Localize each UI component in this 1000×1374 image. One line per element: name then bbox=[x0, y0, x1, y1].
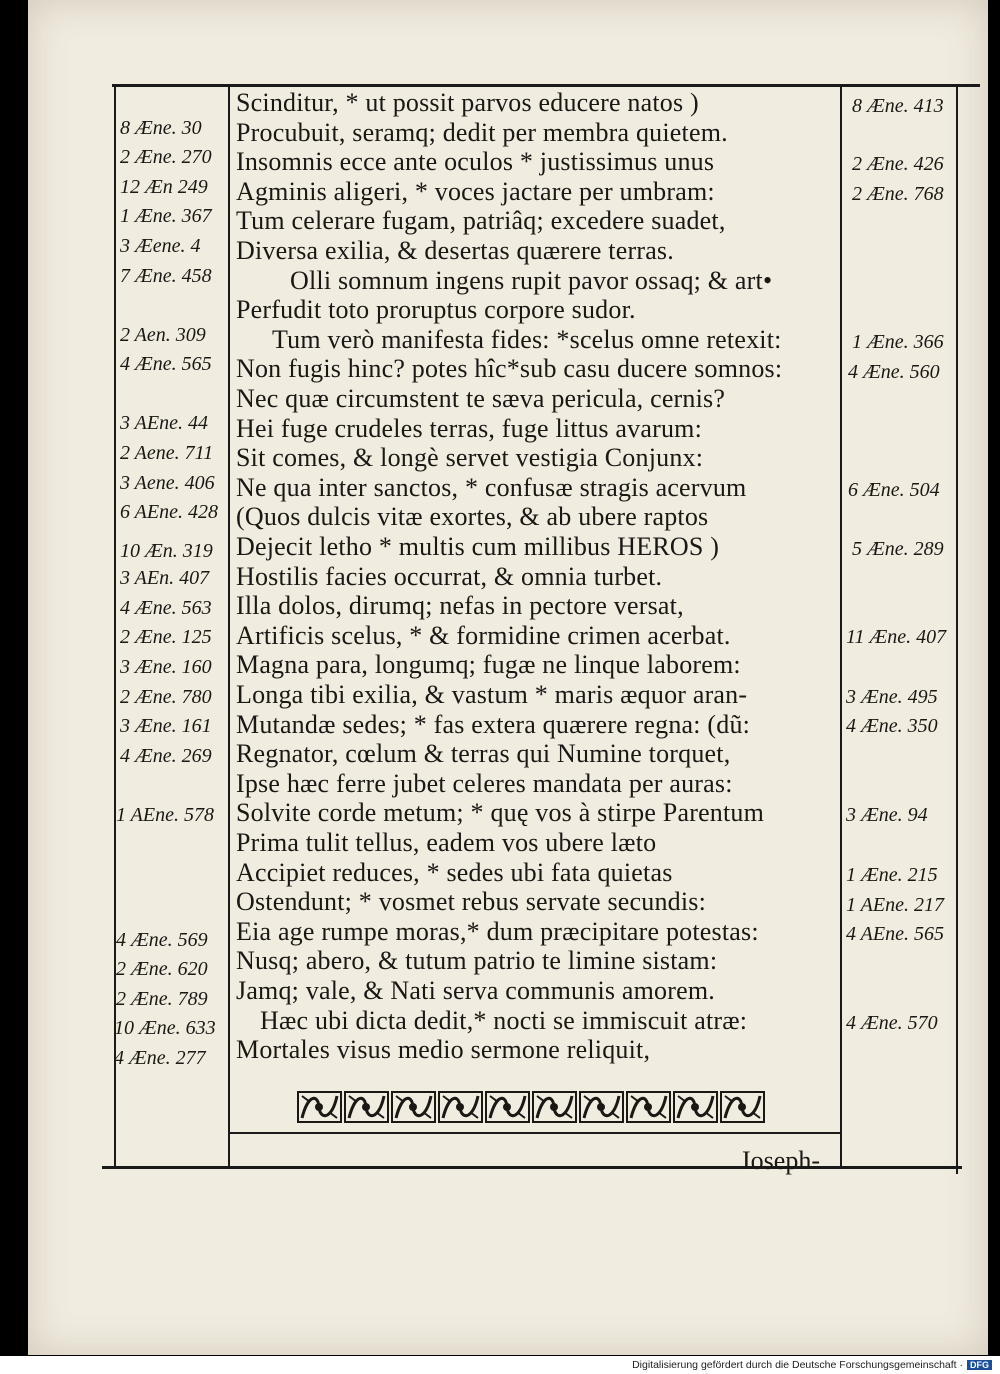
left-column-rule bbox=[228, 84, 230, 1166]
verse-line-24: Ipse hæc ferre jubet celeres mandata per auras: bbox=[236, 768, 733, 798]
right-ref-6: 6 Æne. 504 bbox=[848, 479, 940, 501]
verse-line-26: Prima tulit tellus, eadem vos ubere læto bbox=[236, 828, 657, 857]
verse-line-28: Ostendunt; * vosmet rebus servate secundis: bbox=[236, 887, 707, 917]
verse-line-5: Tum celerare fugam, patriâq; excedere suadet, bbox=[236, 206, 726, 236]
left-ref-16: 2 Æne. 125 bbox=[120, 626, 212, 648]
left-ref-15: 4 Æne. 563 bbox=[120, 597, 212, 619]
verse-line-15: (Quos dulcis vitæ exortes, & ab ubere raptos bbox=[236, 502, 709, 532]
left-ref-8: 4 Æne. 565 bbox=[120, 353, 212, 375]
verse-line-20: Magna para, longumq; fugæ ne linque laborem: bbox=[236, 650, 741, 680]
verse-line-21: Longa tibi exilia, & vastum * maris æquor aran- bbox=[236, 680, 748, 709]
top-rule bbox=[112, 84, 980, 87]
verse-line-4: Agminis aligeri, * voces jactare per umbram: bbox=[236, 176, 715, 206]
left-ref-7: 2 Aen. 309 bbox=[120, 324, 206, 346]
bottom-rule bbox=[102, 1166, 962, 1169]
verse-line-10: Non fugis hinc? potes hîc*sub casu ducere somnos: bbox=[236, 354, 783, 384]
verse-line-31: Jamq; vale, & Nati serva communis amorem. bbox=[236, 976, 715, 1005]
left-ref-4: 1 Æne. 367 bbox=[120, 205, 212, 227]
right-ref-9: 3 Æne. 495 bbox=[846, 686, 938, 708]
verse-line-11: Nec quæ circumstent te sæva pericula, cernis? bbox=[236, 384, 726, 413]
left-ref-3: 12 Æn 249 bbox=[120, 176, 208, 198]
left-ref-9: 3 AEne. 44 bbox=[120, 412, 208, 434]
left-ref-2: 2 Æne. 270 bbox=[120, 146, 212, 168]
left-ref-22: 4 Æne. 569 bbox=[116, 929, 208, 951]
verse-line-19: Artificis scelus, * & formidine crimen acerbat. bbox=[236, 620, 731, 650]
verse-line-33: Mortales visus medio sermone reliquit, bbox=[236, 1035, 651, 1065]
left-ref-24: 2 Æne. 789 bbox=[116, 988, 208, 1010]
verse-line-6: Diversa exilia, & desertas quærere terras. bbox=[236, 236, 674, 265]
verse-line-9: Tum verò manifesta fides: *scelus omne retexit: bbox=[272, 324, 782, 354]
dfg-logo: DFG bbox=[967, 1360, 992, 1370]
left-ref-10: 2 Aene. 711 bbox=[120, 442, 214, 464]
verse-line-18: Illa dolos, dirumq; nefas in pectore versat, bbox=[236, 591, 684, 621]
verse-line-25: Solvite corde metum; * quę vos à stirpe Parentum bbox=[236, 798, 765, 828]
right-ref-13: 1 AEne. 217 bbox=[846, 894, 944, 916]
verse-line-3: Insomnis ecce ante oculos * justissimus unus bbox=[236, 147, 715, 177]
left-ref-18: 2 Æne. 780 bbox=[120, 686, 212, 708]
left-ref-20: 4 Æne. 269 bbox=[120, 745, 212, 767]
verse-line-32: Hæc ubi dicta dedit,* nocti se immiscuit atræ: bbox=[260, 1005, 748, 1035]
verse-line-7: Olli somnum ingens rupit pavor ossaq; & art• bbox=[290, 265, 773, 295]
left-ref-11: 3 Aene. 406 bbox=[120, 472, 215, 494]
right-ref-1: 8 Æne. 413 bbox=[852, 95, 944, 117]
verse-line-1: Scinditur, * ut possit parvos educere natos ) bbox=[236, 88, 699, 117]
verse-line-13: Sit comes, & longè servet vestigia Conjunx: bbox=[236, 443, 704, 473]
left-ref-17: 3 Æne. 160 bbox=[120, 656, 212, 678]
right-ref-12: 1 Æne. 215 bbox=[846, 864, 938, 886]
verse-line-22: Mutandæ sedes; * fas extera quærere regna: (dũ: bbox=[236, 709, 751, 739]
text-bottom-rule bbox=[228, 1132, 842, 1134]
verse-line-14: Ne qua inter sanctos, * confusæ stragis acervum bbox=[236, 472, 747, 502]
right-ref-7: 5 Æne. 289 bbox=[852, 538, 944, 560]
right-ref-5: 4 Æne. 560 bbox=[848, 361, 940, 383]
left-ref-13: 10 Æn. 319 bbox=[120, 540, 213, 562]
verse-line-23: Regnator, cœlum & terras qui Numine torquet, bbox=[236, 739, 731, 769]
left-ref-19: 3 Æne. 161 bbox=[120, 715, 212, 737]
right-ref-3: 2 Æne. 768 bbox=[852, 183, 944, 205]
verse-line-27: Accipiet reduces, * sedes ubi fata quietas bbox=[236, 857, 673, 887]
left-ref-1: 8 Æne. 30 bbox=[120, 117, 202, 139]
right-ref-15: 4 Æne. 570 bbox=[846, 1012, 938, 1034]
left-ref-26: 4 Æne. 277 bbox=[114, 1047, 206, 1069]
right-margin-rule bbox=[956, 84, 958, 1174]
left-ref-25: 10 Æne. 633 bbox=[114, 1017, 216, 1039]
left-ref-12: 6 AEne. 428 bbox=[120, 501, 218, 523]
ornamental-border bbox=[296, 1088, 766, 1126]
verse-line-16: Dejecit letho * multis cum millibus HEROS ) bbox=[236, 532, 720, 561]
right-ref-8: 11 Æne. 407 bbox=[846, 626, 947, 648]
left-ref-21: 1 AEne. 578 bbox=[116, 804, 214, 826]
verse-line-12: Hei fuge crudeles terras, fuge littus avarum: bbox=[236, 413, 702, 443]
catchword: Ioseph- bbox=[742, 1146, 820, 1175]
verse-line-8: Perfudit toto proruptus corpore sudor. bbox=[236, 295, 636, 325]
right-ref-4: 1 Æne. 366 bbox=[852, 331, 944, 353]
right-ref-11: 3 Æne. 94 bbox=[846, 804, 928, 826]
right-ref-2: 2 Æne. 426 bbox=[852, 153, 944, 175]
funding-notice: Digitalisierung gefördert durch die Deutsche Forschungsgemeinschaft · bbox=[632, 1359, 963, 1371]
left-ref-5: 3 Æene. 4 bbox=[120, 235, 201, 257]
verse-line-30: Nusq; abero, & tutum patrio te limine sistam: bbox=[236, 946, 718, 976]
verse-line-2: Procubuit, seramq; dedit per membra quietem. bbox=[236, 117, 728, 147]
right-ref-10: 4 Æne. 350 bbox=[846, 715, 938, 737]
right-ref-14: 4 AEne. 565 bbox=[846, 923, 944, 945]
left-ref-23: 2 Æne. 620 bbox=[116, 958, 208, 980]
left-ref-14: 3 AEn. 407 bbox=[120, 567, 210, 589]
left-ref-6: 7 Æne. 458 bbox=[120, 265, 212, 287]
verse-line-29: Eia age rumpe moras,* dum præcipitare potestas: bbox=[236, 916, 759, 946]
footer-bar bbox=[0, 1356, 1000, 1374]
verse-line-17: Hostilis facies occurrat, & omnia turbet. bbox=[236, 561, 663, 591]
right-column-rule bbox=[840, 84, 842, 1166]
